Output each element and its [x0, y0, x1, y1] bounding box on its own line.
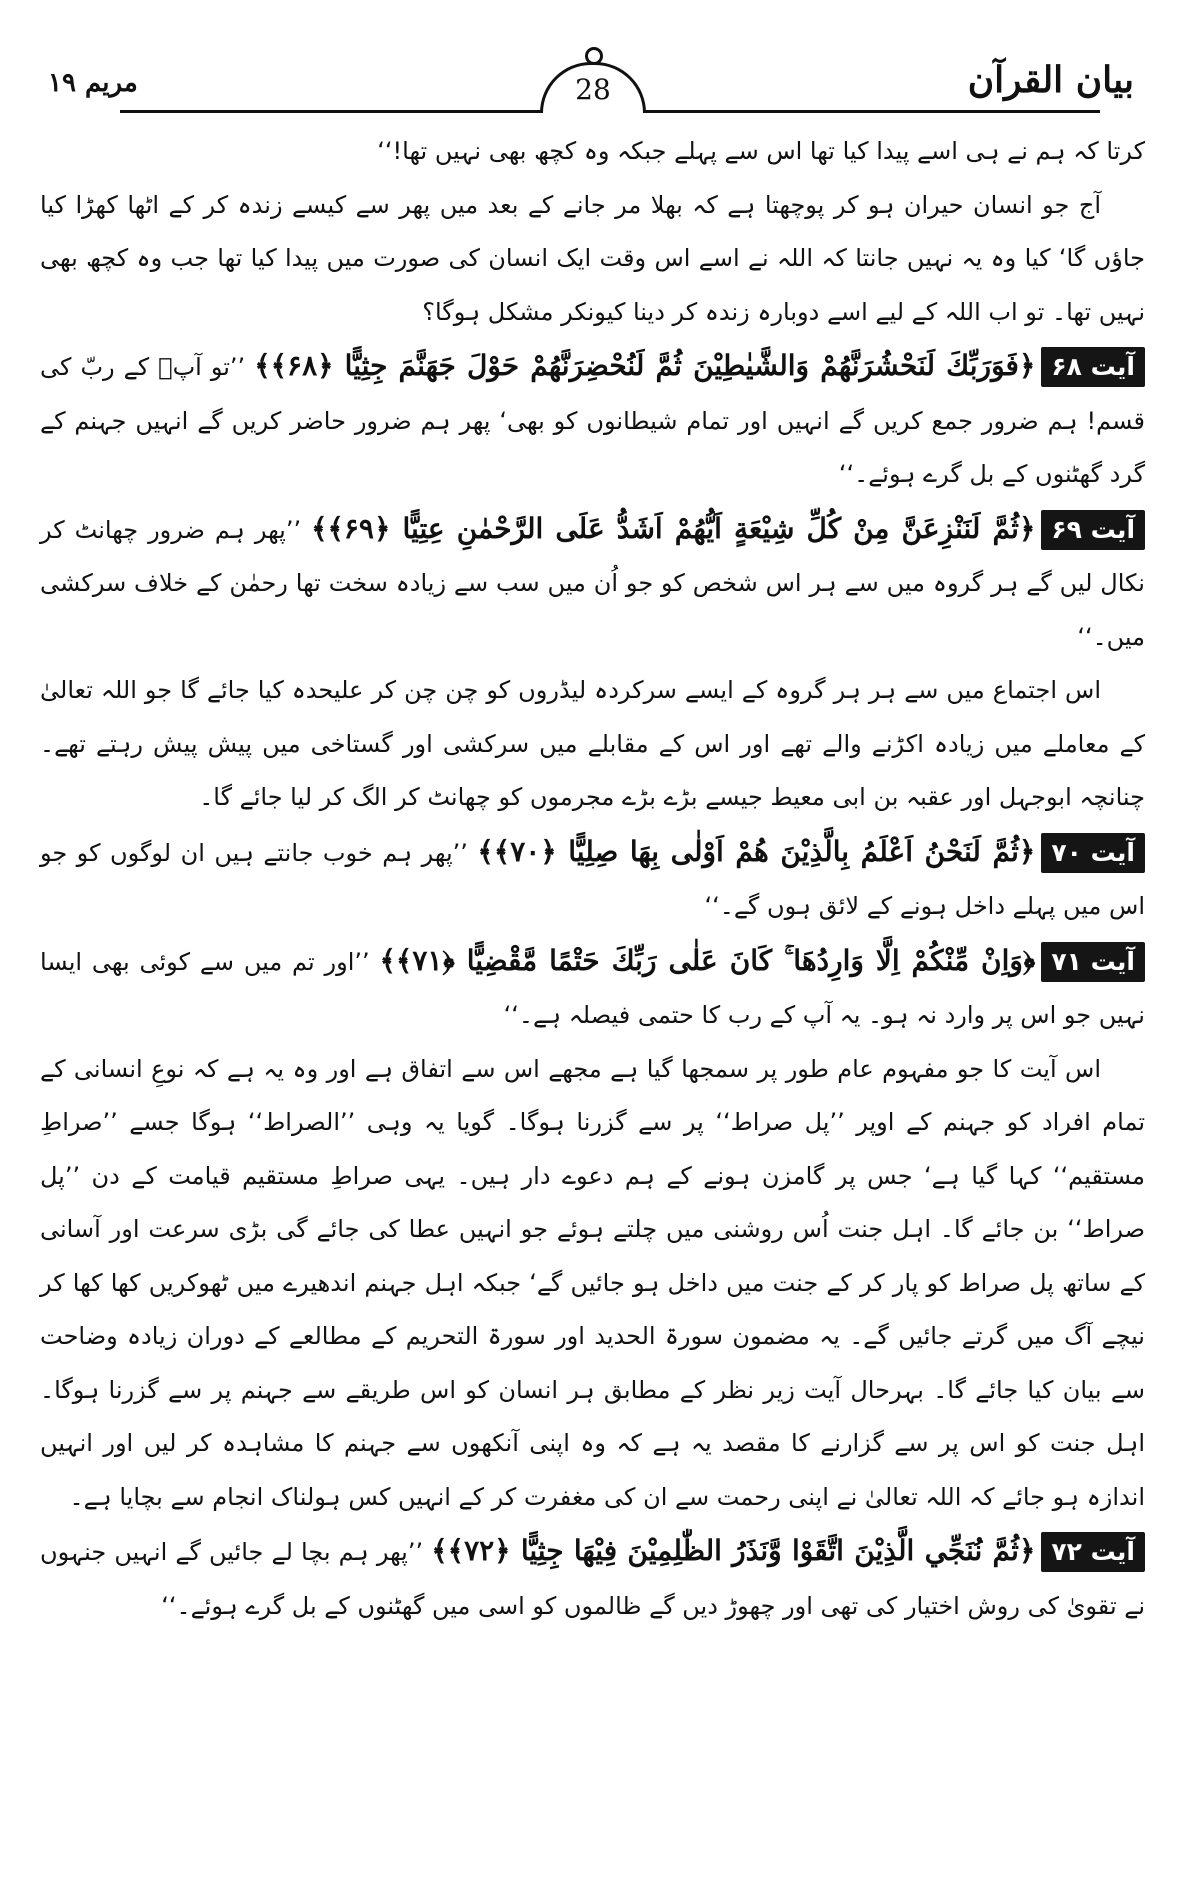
verse-translation: ’’پھر ہم ضرور چھانٹ کر نکال لیں گے ہر گروہ میں سے ہر اس شخص کو جو اُن میں سب سے زیادہ سخت تھا رحمٰن کے خلاف سرکشی میں۔‘‘	[40, 515, 1145, 651]
verse-close-bracket: ﴾	[254, 349, 271, 382]
paragraph	[40, 179, 1145, 340]
arabic-verse: ثُمَّ لَنَنْزِعَنَّ مِنْ كُلِّ شِيْعَةٍ اَيُّهُمْ اَشَدُّ عَلَى الرَّحْمٰنِ عِتِيًّا ﴿۶۹﴾	[327, 511, 1019, 545]
verse-close-bracket: ﴾	[477, 834, 494, 868]
paragraph-text: اس آیت کا جو مفہوم عام طور پر سمجھا گیا ہے مجھے اس سے اتفاق ہے اور وہ یہ ہے کہ نوعِ انسانی کے تمام افراد کو جہنم کے اوپر ’’پل صراط‘‘ پر سے گزرنا ہوگا۔ گویا یہ وہی ’’الصراط‘‘ ہوگا جسے ’’صراطِ مستقیم‘‘ کہا گیا ہے‘ جس پر گامزن ہونے کے ہم دعوے دار ہیں۔ یہی صراطِ مستقیم قیامت کے دن ’’پل صراط‘‘ بن جائے گا۔ اہل جنت اُس روشنی میں چلتے ہوئے جو انہیں عطا کی جائے گی بڑی سرعت اور آسانی کے ساتھ پل صراط کو پار کر کے جنت میں داخل ہو جائیں گے‘ جبکہ اہل جہنم اندھیرے میں ٹھوکریں کھا کھا کر نیچے آگ میں گرتے جائیں گے۔ یہ مضمون سورۃ الحدید اور سورۃ التحریم کے مطالعے کے دوران زیادہ وضاحت سے بیان کیا جائے گا۔ بہرحال آیت زیر نظر کے مطابق ہر انسان کو اس طریقے سے جہنم پر سے گزرنا ہوگا۔ اہل جنت کو اس پر سے گزارنے کا مقصد یہ ہے کہ وہ اپنی آنکھوں سے جہنم کا مشاہدہ کر لیں اور انہیں اندازہ ہو جائے کہ اللہ تعالیٰ نے اپنی رحمت سے ان کی مغفرت کر کے انہیں کس ہولناک انجام سے بچایا ہے۔	[40, 1054, 1145, 1511]
arabic-verse: فَوَرَبِّكَ لَنَحْشُرَنَّهُمْ وَالشَّيٰطِيْنَ ثُمَّ لَنُحْضِرَنَّهُمْ حَوْلَ جَهَنَّمَ جِثِيًّا ﴿۶۸﴾	[270, 349, 1019, 382]
verse-paragraph	[40, 339, 1145, 502]
verse-close-bracket: ﴾	[379, 943, 396, 977]
paragraph	[40, 125, 1145, 179]
verse-close-bracket: ﴾	[431, 1534, 448, 1567]
paragraph-text: آج جو انسان حیران ہو کر پوچھتا ہے کہ بھلا مر جانے کے بعد میں پھر سے کیسے زندہ کر کے اٹھا کھڑا کیا جاؤں گا‘ کیا وہ یہ نہیں جانتا کہ اللہ نے اسے اس وقت ایک انسان کی صورت میں پیدا کیا تھا جب وہ کچھ بھی نہیں تھا۔ تو اب اللہ کے لیے اسے دوبارہ زندہ کر دینا کیونکر مشکل ہوگا؟	[40, 190, 1145, 326]
verse-close-bracket: ﴾	[311, 511, 328, 545]
arabic-verse: ثُمَّ نُنَجِّي الَّذِيْنَ اتَّقَوْا وَّنَذَرُ الظّٰلِمِيْنَ فِيْهَا جِثِيًّا ﴿۷۲﴾	[447, 1534, 1019, 1567]
paragraph	[40, 1043, 1145, 1525]
page-body	[40, 125, 1145, 1633]
verse-open-bracket: ﴿	[1018, 1534, 1036, 1567]
paragraph	[40, 664, 1145, 825]
verse-open-bracket: ﴿	[1018, 834, 1036, 868]
verse-translation: ’’پھر ہم خوب جانتے ہیں ان لوگوں کو جو اس میں پہلے داخل ہونے کے لائق ہوں گے۔‘‘	[40, 838, 1145, 920]
verse-paragraph	[40, 1524, 1145, 1633]
page-number: 28	[540, 62, 646, 113]
paragraph-text: اس اجتماع میں سے ہر ہر گروہ کے ایسے سرکردہ لیڈروں کو چن چن کر علیحدہ کیا جائے گا جو اللہ تعالیٰ کے معاملے میں زیادہ اکڑنے والے تھے اور اس کے مقابلے میں سرکشی اور گستاخی میں پیش پیش رہتے تھے۔ چنانچہ ابوجہل اور عقبہ بن ابی معیط جیسے بڑے بڑے مجرموں کو چھانٹ کر الگ کر لیا جائے گا۔	[40, 676, 1145, 811]
verse-label: آیت ۷۰	[1041, 833, 1145, 873]
verse-paragraph	[40, 502, 1145, 665]
verse-translation: ’’اور تم میں سے کوئی بھی ایسا نہیں جو اس پر وارد نہ ہو۔ یہ آپ کے رب کا حتمی فیصلہ ہے۔‘‘	[40, 947, 1145, 1029]
verse-paragraph	[40, 825, 1145, 934]
verse-paragraph	[40, 934, 1145, 1043]
book-title: بیان القرآن	[960, 62, 1142, 98]
verse-open-bracket: ﴿	[1018, 511, 1036, 545]
paragraph-text: کرتا کہ ہم نے ہی اسے پیدا کیا تھا اس سے پہلے جبکہ وہ کچھ بھی نہیں تھا!‘‘	[377, 137, 1145, 165]
verse-label: آیت ۷۲	[1041, 1532, 1145, 1572]
verse-label: آیت ۷۱	[1041, 942, 1145, 982]
verse-open-bracket: ﴿	[1022, 943, 1036, 977]
verse-open-bracket: ﴿	[1018, 349, 1036, 382]
verse-label: آیت ۶۹	[1041, 510, 1145, 550]
arabic-verse: وَاِنْ مِّنْكُمْ اِلَّا وَارِدُهَا ۚ كَانَ عَلٰى رَبِّكَ حَتْمًا مَّقْضِيًّا ﴿۷۱﴾	[395, 943, 1023, 977]
verse-translation: ’’پھر ہم بچا لے جائیں گے انہیں جنہوں نے تقویٰ کی روش اختیار کی تھی اور چھوڑ دیں گے ظالموں کو اسی میں گھٹنوں کے بل گرے ہوئے۔‘‘	[40, 1538, 1145, 1620]
surah-name: مریم ۱۹	[40, 70, 146, 96]
verse-label: آیت ۶۸	[1041, 347, 1145, 387]
page-header	[0, 0, 1192, 125]
verse-translation: ’’تو آپؐ کے ربّ کی قسم! ہم ضرور جمع کریں گے انہیں اور تمام شیطانوں کو بھی‘ پھر ہم ضرور حاضر کریں گے انہیں جہنم کے گرد گھٹنوں کے بل گرے ہوئے۔‘‘	[40, 353, 1145, 488]
arabic-verse: ثُمَّ لَنَحْنُ اَعْلَمُ بِالَّذِيْنَ هُمْ اَوْلٰى بِهَا صِلِيًّا ﴿۷۰﴾	[493, 834, 1019, 868]
